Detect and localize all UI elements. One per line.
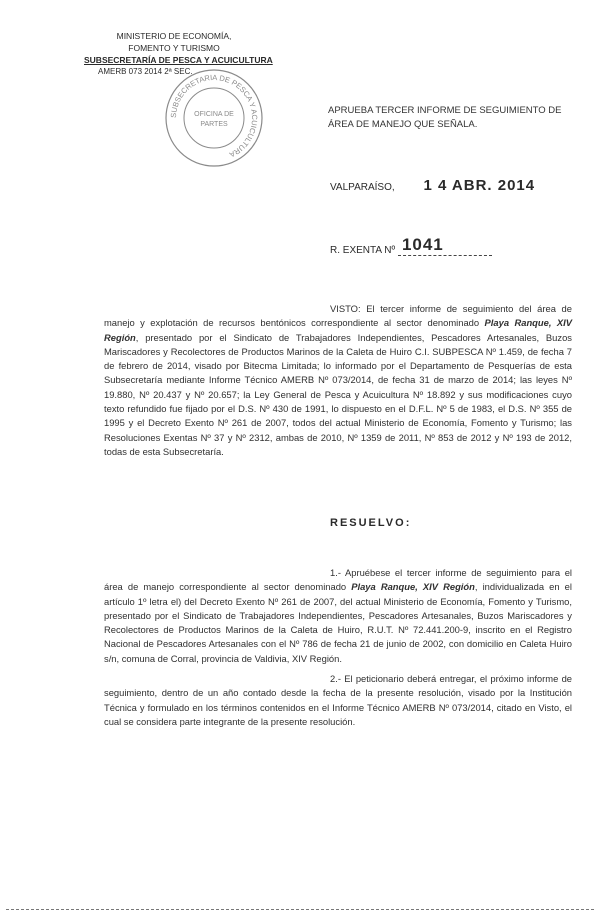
footer-divider <box>6 909 594 910</box>
stamp-ring-text: SUBSECRETARIA DE PESCA Y ACUICULTURA <box>168 72 260 160</box>
issue-date-stamp: 1 4 ABR. 2014 <box>423 177 536 194</box>
subsecretary-line: SUBSECRETARÍA DE PESCA Y ACUICULTURA <box>84 55 273 65</box>
visto-lead: VISTO: El tercer informe de seguimiento del área de manejo y explotación de recursos bentónicos correspondiente al sector denominado <box>104 303 572 329</box>
article-1-lead: 1.- Apruébese el tercer informe de seguimiento para el área de manejo correspondiente al sector denominado <box>104 567 572 593</box>
stamp-center-line-1: OFICINA DE <box>194 111 234 118</box>
article-1-sector: Playa Ranque, XIV Región <box>351 581 475 593</box>
article-2-paragraph <box>104 672 572 729</box>
resuelvo-heading: RESUELVO: <box>330 517 412 529</box>
resolution-label: R. EXENTA Nº <box>330 245 396 256</box>
resolution-number <box>330 235 492 256</box>
article-1-paragraph <box>104 566 572 666</box>
place: VALPARAÍSO, <box>330 182 395 193</box>
visto-sector: Playa Ranque, XIV Región <box>104 317 572 343</box>
stamp-center-line-2: PARTES <box>200 121 228 128</box>
office-stamp <box>162 66 266 170</box>
subject-heading: APRUEBA TERCER INFORME DE SEGUIMIENTO DE ÁREA DE MANEJO QUE SEÑALA. <box>328 105 562 130</box>
visto-paragraph <box>104 302 572 459</box>
article-1-rest: , individualizada en el artículo 1º letra el) del Decreto Exento Nº 261 de 2007, del actual Ministerio de Economía, Fomento y Turismo, presentado por el Sindicato de Trabajadores Independientes, Pescadores Artesanales, Buzos Mariscadores y Recolectores de Productos Marinos de la Caleta de Huiro, R.U.T. Nº 72.441.200-9, inscrito en el Registro Nacional de Pescadores Artesanales con el Nº 786 de fecha 21 de junio de 2002, con domicilio en Caleta Huiro s/n, comuna de Corral, provincia de Valdivia, XIV Región. <box>104 581 572 664</box>
ministry-line-1: MINISTERIO DE ECONOMÍA, <box>116 31 232 41</box>
visto-rest: , presentado por el Sindicato de Trabajadores Independientes, Pescadores Artesanales, Buzos Mariscadores y Recolectores de Productos Marinos de la Caleta de Huiro C.I. SUBPESCA Nº 1.459, de fecha 7 de febrero de 2014, visado por Bitecma Limitada; lo informado por el Departamento de Pesquerías de esta Subsecretaría mediante Informe Técnico AMERB Nº 073/2014, de fecha 31 de marzo de 2014; las leyes Nº 19.880, Nº 20.437 y Nº 20.657; la Ley General de Pesca y Acuicultura Nº 18.892 y sus modificaciones cuyo texto refundido fue fijado por el D.S. Nº 430 de 1991, lo dispuesto en el D.F.L. Nº 5 de 1983, el D.S. Nº 355 de 1995 y el Decreto Exento Nº 261 de 2007, todos del actual Ministerio de Economía, Fomento y Turismo; las Resoluciones Exentas Nº 37 y Nº 2312, ambas de 2010, Nº 1359 de 2011, Nº 853 de 2012 y Nº 193 de 2012, todas de esta Subsecretaría. <box>104 331 572 457</box>
resolution-number-value: 1041 <box>398 235 492 256</box>
place-date <box>330 177 535 194</box>
article-2-text: 2.- El peticionario deberá entregar, el próximo informe de seguimiento, dentro de un año contado desde la fecha de la presente resolución, visado por la Institución Técnica y formulado en los términos contenidos en el Informe Técnico AMERB Nº 073/2014, citado en Visto, el cual se considera parte integrante de la presente resolución. <box>104 673 572 727</box>
reference-code: AMERB 073 2014 2ª SEC. <box>98 67 193 76</box>
ministry-line-2: FOMENTO Y TURISMO <box>128 43 220 53</box>
